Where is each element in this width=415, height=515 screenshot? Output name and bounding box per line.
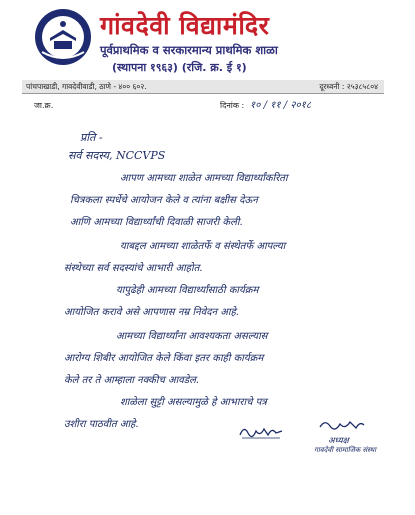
signatory-role: अध्यक्ष [328, 436, 349, 446]
school-address: पांचपाखाडी, गावदेवीवाडी, ठाणे - ४०० ६०२. [26, 82, 147, 91]
date-value: १० / ११ / २०१८ [250, 100, 312, 111]
letter-line: केले तर ते आम्हाला नक्कीच आवडेल. [64, 375, 200, 386]
letter-salutation: सर्व सदस्य, NCCVPS [68, 149, 166, 162]
school-logo-icon [34, 8, 92, 66]
reference-label: जा.क्र. [34, 101, 54, 110]
address-band [22, 80, 384, 94]
signatory-name: गावदेवी सामाजिक संस्था [314, 446, 377, 454]
principal-signature [238, 423, 284, 441]
school-name: गांवदेवी विद्यामंदिर [100, 11, 270, 40]
school-type: पूर्वप्राथमिक व सरकारमान्य प्राथमिक शाळा [100, 43, 278, 57]
letter-line: आयोजित करावे असे आपणास नम्र निवेदन आहे. [64, 307, 239, 318]
letter-recipient: प्रति - [80, 131, 103, 144]
letter-line: संस्थेच्या सर्व सदस्यांचे आभारी आहोत. [64, 263, 203, 274]
letter-line: आपण आमच्या शाळेत आमच्या विद्यार्थ्यांकरिता [120, 173, 288, 184]
letter-line: याबद्दल आमच्या शाळेतर्फे व संस्थेतर्फे आपल्या [120, 241, 286, 252]
school-phone: दूरध्वनी : २५३८५८०४ [319, 82, 378, 91]
chairman-signature [318, 418, 366, 432]
letter-line: उशीरा पाठवीत आहे. [64, 419, 139, 430]
school-establishment: (स्थापना १९६३) (रजि. क्र. ई १) [112, 61, 247, 74]
letter-line: आमच्या विद्यार्थ्यांना आवश्यकता असल्यास [116, 331, 268, 342]
letter-line: शाळेला सुट्टी असल्यामुळे हे आभाराचे पत्र [120, 397, 267, 408]
letter-line: यापुढेही आमच्या विद्यार्थ्यांसाठी कार्यक्रम [116, 285, 259, 296]
letter-line: चित्रकला स्पर्धेचे आयोजन केले व त्यांना बक्षीस देऊन [70, 195, 258, 206]
date-label: दिनांक : [220, 101, 245, 110]
letter-line: आणि आमच्या विद्यार्थ्यांची दिवाळी साजरी केली. [70, 217, 243, 228]
letter-line: आरोग्य शिबीर आयोजित केले किंवा इतर काही कार्यक्रम [64, 353, 264, 364]
